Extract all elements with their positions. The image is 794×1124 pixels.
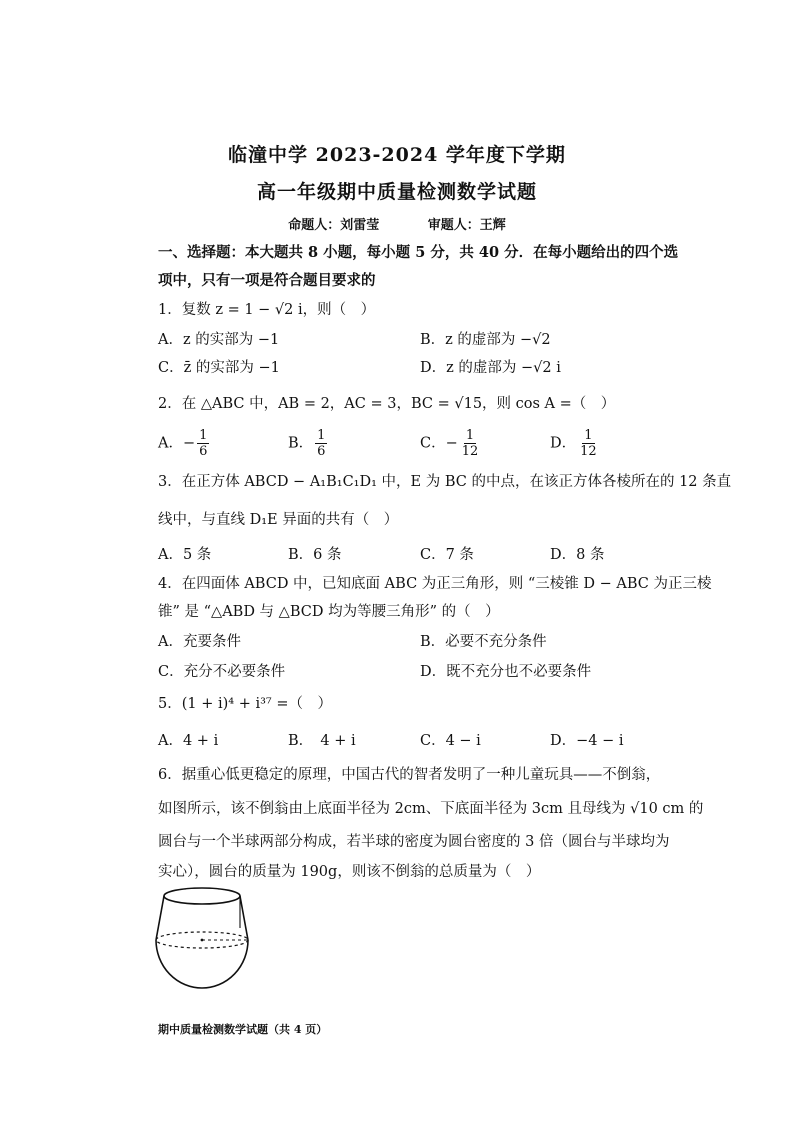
question-3-option-a: A．5 条 [158,547,212,563]
question-6-line3: 圆台与一个半球两部分构成，若半球的密度为圆台密度的 3 倍（圆台与半球均为 [158,834,670,850]
question-6-line4: 实心），圆台的质量为 190g，则该不倒翁的总质量为（ ） [158,864,541,880]
question-4-line2: 锥” 是 “△ABD 与 △BCD 均为等腰三角形” 的（ ） [158,604,500,620]
question-5-stem: 5．(1 + i)⁴ + i³⁷ =（ ） [158,696,332,712]
page-footer: 期中质量检测数学试题（共 4 页） [158,1023,328,1036]
hemisphere-arc [156,940,248,988]
question-1-option-b: B．z 的虚部为 −√2 [420,332,551,348]
section-heading-line1: 一、选择题：本大题共 8 小题，每小题 5 分，共 40 分．在每小题给出的四个选 [158,244,679,261]
question-3-option-d: D．8 条 [550,547,605,563]
question-1-stem: 1．复数 z = 1 − √2 i，则（ ） [158,302,376,318]
frustum-left-edge [156,896,164,940]
question-4-option-c: C．充分不必要条件 [158,664,286,680]
question-4-option-a: A．充要条件 [158,634,241,650]
question-5-option-a: A．4 + i [158,733,219,749]
question-1-option-c: C．z̄ 的实部为 −1 [158,360,280,376]
exam-title: 高一年级期中质量检测数学试题 [256,181,537,203]
question-4-option-b: B．必要不充分条件 [420,634,547,650]
tumbler-figure [152,882,262,1012]
question-3-line1: 3．在正方体 ABCD − A₁B₁C₁D₁ 中，E 为 BC 的中点，在该正方体各棱所在的 12 条直 [158,474,732,490]
section-heading-line2: 项中，只有一项是符合题目要求的 [158,272,376,289]
question-1-option-a: A．z 的实部为 −1 [158,332,280,348]
question-2-option-b: B． $\frac{1}{6}$ [288,428,326,459]
question-5-option-c: C．4 − i [420,733,481,749]
question-2-option-c: C．− $\frac{1}{12}$ [420,428,479,459]
question-1-option-d: D．z 的虚部为 −√2 i [420,360,561,376]
question-5-option-b: B． 4 + i [288,733,356,749]
question-2-stem: 2．在 △ABC 中，AB = 2，AC = 3，BC = √15，则 cos A =（ ） [158,396,616,412]
reviewer-label: 审题人：王辉 [427,218,506,233]
question-3-option-b: B．6 条 [288,547,342,563]
author-line [0,214,794,233]
question-6-line2: 如图所示，该不倒翁由上底面半径为 2cm、下底面半径为 3cm 且母线为 √10 cm 的 [158,801,704,817]
frustum-top-ellipse [164,888,240,904]
school-title: 临潼中学 2023-2024 学年度下学期 [228,144,566,166]
question-4-line1: 4．在四面体 ABCD 中，已知底面 ABC 为正三角形，则 “三棱锥 D − ABC 为正三棱 [158,576,712,592]
question-3-option-c: C．7 条 [420,547,474,563]
question-4-option-d: D．既不充分也不必要条件 [420,664,592,680]
frustum-right-edge [240,896,248,940]
question-5-option-d: D．−4 − i [550,733,624,749]
question-2-option-a: A．− $\frac{1}{6}$ [158,428,208,459]
question-3-line2: 线中，与直线 D₁E 异面的共有（ ） [158,512,399,528]
author-label: 命题人：刘雷莹 [288,218,380,233]
question-6-line1: 6．据重心低更稳定的原理，中国古代的智者发明了一种儿童玩具——不倒翁， [158,767,661,783]
center-point [201,939,204,942]
question-2-option-d: D． $\frac{1}{12}$ [550,428,597,459]
